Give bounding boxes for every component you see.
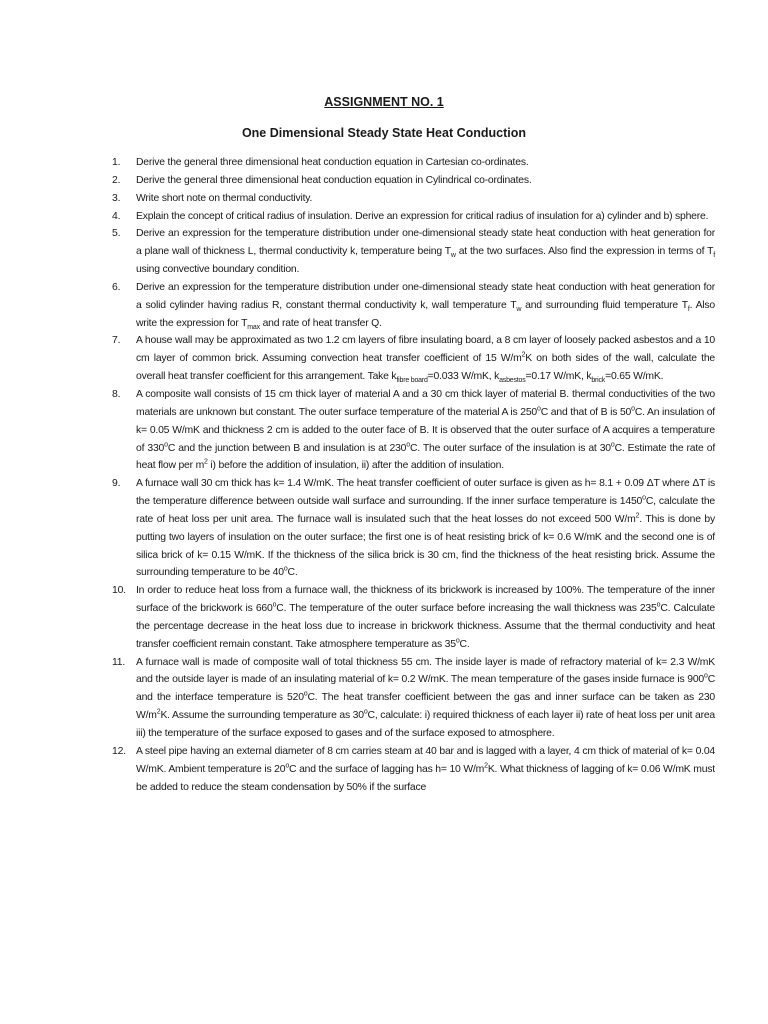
question-item: [112, 654, 715, 743]
question-item: [112, 475, 715, 582]
question-item: [112, 743, 715, 797]
question-text: A furnace wall is made of composite wall of total thickness 55 cm. The inside layer is made of refractory material of k= 2.3 W/mK and the outside layer is made of an insulating material of k= 0.2 W/mK. The mean temperature of the gases inside furnace is 900$^o$C and the interface temperature is 520$^o$C. The heat transfer coefficient between the gas and inner surface can be taken as 230 $W/m^2K$. Assume the surrounding temperature as 30$^o$C, calculate: i) required thickness of each layer ii) rate of heat loss per unit area iii) the temperature of the surface exposed to gases and of the surface exposed to atmosphere.: [136, 656, 715, 739]
question-text: Derive an expression for the temperature distribution under one-dimensional steady state heat conduction with heat generation for a solid cylinder having radius R, constant thermal conductivity k, wall temperature $T_w$ and surrounding fluid temperature $T_f$. Also write the expression for $T_{max}$ and rate of heat transfer Q.: [136, 281, 715, 331]
question-text: A composite wall consists of 15 cm thick layer of material A and a 30 cm thick layer of material B. thermal conductivities of the two materials are unknown but constant. The outer surface temperature of the material A is 250$^o$C and that of B is 50$^o$C. An insulation of k= 0.05 W/mK and thickness 2 cm is added to the outer face of B. It is observed that the outer surface of A acquires a temperature of 330$^o$C and the junction between B and insulation is at 230$^o$C. The outer surface of the insulation is at 30$^o$C. Estimate the rate of heat flow per $m^2$ i) before the addition of insulation, ii) after the addition of insulation.: [136, 388, 716, 472]
question-item: [112, 279, 715, 333]
question-number: 8.: [112, 388, 121, 400]
question-number: 10.: [112, 585, 126, 597]
question-item: [112, 190, 715, 208]
question-number: 12.: [112, 745, 126, 757]
question-text: Derive an expression for the temperature distribution under one-dimensional steady state heat conduction with heat generation for a plane wall of thickness L, thermal conductivity k, temperature being $T_w$ at the two surfaces. Also find the expression in terms of $T_f$ using convective boundary condition.: [136, 228, 715, 276]
question-item: [112, 154, 715, 172]
question-text: Derive the general three dimensional heat conduction equation in Cylindrical co-ordinates.: [136, 174, 532, 186]
page-title: ASSIGNMENT NO. 1: [324, 95, 444, 109]
question-number: 2.: [112, 174, 121, 186]
question-number: 5.: [112, 228, 121, 240]
question-number: 4.: [112, 210, 121, 222]
question-item: [112, 332, 715, 386]
question-number: 1.: [112, 157, 121, 168]
question-list: [112, 154, 715, 796]
question-item: [112, 386, 715, 475]
question-text: Explain the concept of critical radius of insulation. Derive an expression for critical radius of insulation for a) cylinder and b) sphere.: [136, 210, 709, 222]
question-text: In order to reduce heat loss from a furnace wall, the thickness of its brickwork is increased by 100%. The temperature of the inner surface of the brickwork is 660$^o$C. The temperature of the outer surface before increasing the wall thickness was 235$^o$C. Calculate the percentage decrease in the heat loss due to increase in brickwork thickness. Assume that the thermal conductivity and heat transfer coefficient remain constant. Take atmosphere temperature as 35$^o$C.: [136, 585, 715, 650]
question-text: Write short note on thermal conductivity.: [136, 192, 313, 204]
question-number: 7.: [112, 335, 121, 347]
question-item: [112, 582, 715, 653]
page-subtitle: One Dimensional Steady State Heat Conduction: [241, 126, 527, 140]
question-number: 9.: [112, 478, 121, 490]
question-number: 11.: [112, 656, 126, 668]
question-text: A house wall may be approximated as two 1.2 cm layers of fibre insulating board, a 8 cm layer of loosely packed asbestos and a 10 cm layer of common brick. Assuming convection heat transfer coefficient of 15 $W/m^2K$ on both sides of the wall, calculate the overall heat transfer coefficient for this arrangement. Take $k_{fibre board}=0.033$ W/mK, $k_{asbestos}=0.17$ W/mK, $k_{brick}=0.65$ W/mK.: [136, 335, 715, 385]
question-text: A steel pipe having an external diameter of 8 cm carries steam at 40 bar and is lagged with a layer, 4 cm thick of material of k= 0.04 W/mK. Ambient temperature is 20$^o$C and the surface of lagging has h= 10 $W/m^2K$. What thickness of lagging of k= 0.06 W/mK must be added to reduce the steam condensation by 50% if the surface: [136, 745, 715, 793]
question-item: [112, 208, 715, 226]
question-item: [112, 225, 715, 279]
question-number: 6.: [112, 281, 121, 293]
question-text: Derive the general three dimensional heat conduction equation in Cartesian co-ordinates.: [136, 157, 529, 168]
question-item: [112, 172, 715, 190]
question-number: 3.: [112, 192, 121, 204]
question-text: A furnace wall 30 cm thick has k= 1.4 W/mK. The heat transfer coefficient of outer surface is given as h= 8.1 + 0.09 ΔT where ΔT is the temperature difference between outside wall surface and surrounding. If the inner surface temperature is 1450$^o$C, calculate the rate of heat loss per unit area. The furnace wall is insulated such that the heat losses do not exceed 500 $W/m^2$. This is done by putting two layers of insulation on the outer surface; the first one is of heat resisting brick of k= 0.6 W/mK and the second one is of silica brick of k= 0.15 W/mK. If the thickness of the silica brick is 30 cm, find the thickness of the heat resisting brick. Assume the surrounding temperature to be 40$^o$C.: [136, 478, 716, 579]
